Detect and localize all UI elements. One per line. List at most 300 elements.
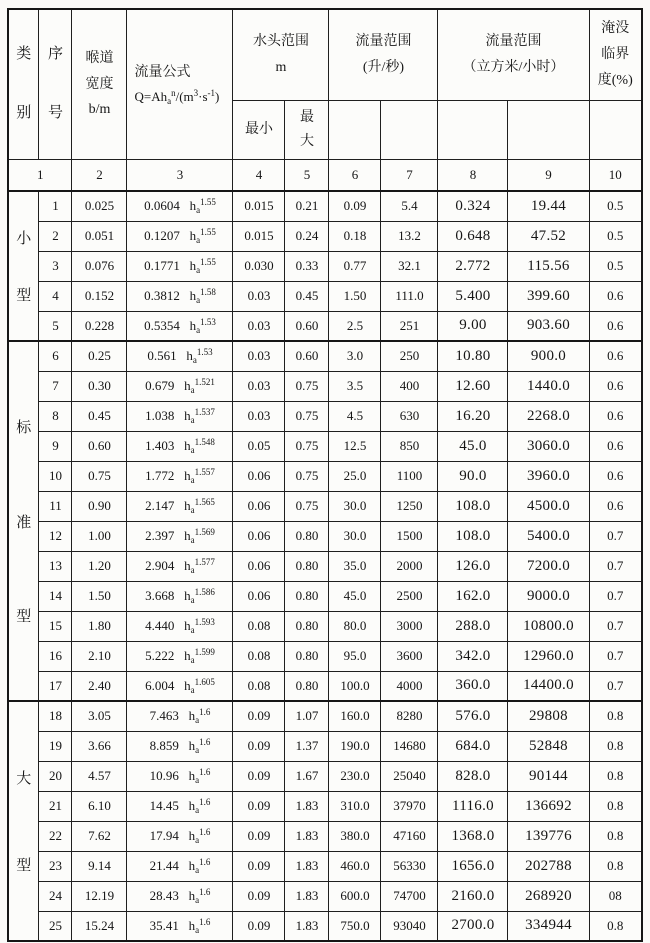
flume-spec-table: [7, 8, 643, 942]
cell-throat-width-row17: 2.40: [72, 671, 127, 701]
cell-serial-row6: 6: [39, 341, 72, 371]
table-row-21: [8, 791, 642, 821]
column-index-3: 3: [127, 160, 233, 192]
header-flow-range-ls-unit: (升/秒): [362, 60, 405, 75]
cell-submergence-row20: 0.8: [589, 761, 642, 791]
cell-throat-width-row7: 0.30: [72, 371, 127, 401]
cell-formula-row19: 8.859 $h_a^{1.6}$: [127, 731, 233, 761]
cell-flow-ls-max-row2: 13.2: [381, 221, 438, 251]
cell-serial-row18: 18: [39, 701, 72, 731]
cell-flow-m3h-max-row20: 90144: [508, 761, 589, 791]
cell-formula-row9: 1.403 $h_a^{1.548}$: [127, 431, 233, 461]
cell-flow-ls-min-row7: 3.5: [329, 371, 381, 401]
cell-submergence-row4: 0.6: [589, 281, 642, 311]
cell-formula-row20: 10.96 $h_a^{1.6}$: [127, 761, 233, 791]
header-flow-range-ls: [329, 9, 438, 101]
cell-flow-m3h-max-row9: 3060.0: [508, 431, 589, 461]
cell-head-max-row21: 1.83: [285, 791, 329, 821]
cell-head-max-row22: 1.83: [285, 821, 329, 851]
header-head-range: [233, 9, 329, 101]
table-row-17: [8, 671, 642, 701]
category-char: 型: [16, 857, 32, 874]
table-row-22: [8, 821, 642, 851]
flow-formula-expression: $Q=Ah_a^n/(m^3\cdot s^{-1})$: [134, 88, 220, 107]
cell-formula-row1: 0.0604 $h_a^{1.55}$: [127, 191, 233, 221]
column-index-8: 8: [438, 160, 508, 192]
cell-throat-width-row23: 9.14: [72, 851, 127, 881]
category-cell-large: [8, 701, 39, 941]
cell-submergence-row17: 0.7: [589, 671, 642, 701]
cell-head-min-row19: 0.09: [233, 731, 285, 761]
cell-submergence-row3: 0.5: [589, 251, 642, 281]
cell-flow-m3h-min-row24: 2160.0: [438, 881, 508, 911]
cell-head-max-row16: 0.80: [285, 641, 329, 671]
cell-flow-m3h-min-row14: 162.0: [438, 581, 508, 611]
header-throat-width: 喉道 宽度 b/m: [72, 9, 127, 160]
category-char: 标: [16, 419, 32, 436]
table-row-20: [8, 761, 642, 791]
cell-flow-m3h-min-row3: 2.772: [438, 251, 508, 281]
subheader-empty-m3h-max: [508, 101, 589, 160]
cell-flow-m3h-max-row14: 9000.0: [508, 581, 589, 611]
column-index-2: 2: [72, 160, 127, 192]
table-row-19: [8, 731, 642, 761]
cell-submergence-row22: 0.8: [589, 821, 642, 851]
cell-flow-ls-min-row16: 95.0: [329, 641, 381, 671]
cell-flow-m3h-max-row15: 10800.0: [508, 611, 589, 641]
table-row-3: [8, 251, 642, 281]
cell-submergence-row9: 0.6: [589, 431, 642, 461]
column-index-4: 4: [233, 160, 285, 192]
cell-head-max-row6: 0.60: [285, 341, 329, 371]
cell-throat-width-row21: 6.10: [72, 791, 127, 821]
cell-submergence-row12: 0.7: [589, 521, 642, 551]
cell-head-min-row1: 0.015: [233, 191, 285, 221]
cell-flow-m3h-min-row7: 12.60: [438, 371, 508, 401]
cell-flow-m3h-max-row25: 334944: [508, 911, 589, 941]
cell-serial-row7: 7: [39, 371, 72, 401]
cell-serial-row2: 2: [39, 221, 72, 251]
cell-head-min-row13: 0.06: [233, 551, 285, 581]
header-head-range-title: 水头范围: [252, 34, 309, 50]
cell-flow-m3h-min-row5: 9.00: [438, 311, 508, 341]
cell-flow-m3h-max-row7: 1440.0: [508, 371, 589, 401]
cell-formula-row22: 17.94 $h_a^{1.6}$: [127, 821, 233, 851]
cell-submergence-row23: 0.8: [589, 851, 642, 881]
category-char: 准: [16, 514, 32, 531]
category-label: [9, 342, 39, 700]
cell-submergence-row13: 0.7: [589, 551, 642, 581]
cell-flow-ls-min-row1: 0.09: [329, 191, 381, 221]
cell-serial-row4: 4: [39, 281, 72, 311]
header-flow-range-ls-title: 流量范围: [355, 34, 412, 50]
cell-flow-m3h-min-row19: 684.0: [438, 731, 508, 761]
cell-flow-ls-min-row10: 25.0: [329, 461, 381, 491]
cell-throat-width-row1: 0.025: [72, 191, 127, 221]
cell-head-max-row20: 1.67: [285, 761, 329, 791]
cell-flow-m3h-max-row6: 900.0: [508, 341, 589, 371]
cell-flow-ls-max-row8: 630: [381, 401, 438, 431]
cell-head-max-row10: 0.75: [285, 461, 329, 491]
cell-throat-width-row8: 0.45: [72, 401, 127, 431]
cell-head-min-row23: 0.09: [233, 851, 285, 881]
cell-throat-width-row4: 0.152: [72, 281, 127, 311]
cell-flow-ls-max-row5: 251: [381, 311, 438, 341]
cell-head-max-row19: 1.37: [285, 731, 329, 761]
category-cell-standard: [8, 341, 39, 701]
cell-flow-m3h-max-row8: 2268.0: [508, 401, 589, 431]
cell-serial-row15: 15: [39, 611, 72, 641]
cell-flow-ls-max-row19: 14680: [381, 731, 438, 761]
cell-serial-row23: 23: [39, 851, 72, 881]
table-row-15: [8, 611, 642, 641]
subheader-head-min: 最小: [233, 101, 285, 160]
cell-flow-ls-min-row11: 30.0: [329, 491, 381, 521]
cell-throat-width-row19: 3.66: [72, 731, 127, 761]
cell-formula-row7: 0.679 $h_a^{1.521}$: [127, 371, 233, 401]
cell-head-min-row21: 0.09: [233, 791, 285, 821]
cell-formula-row8: 1.038 $h_a^{1.537}$: [127, 401, 233, 431]
cell-formula-row15: 4.440 $h_a^{1.593}$: [127, 611, 233, 641]
cell-flow-ls-max-row16: 3600: [381, 641, 438, 671]
cell-submergence-row1: 0.5: [589, 191, 642, 221]
cell-serial-row14: 14: [39, 581, 72, 611]
cell-throat-width-row25: 15.24: [72, 911, 127, 941]
cell-head-min-row11: 0.06: [233, 491, 285, 521]
header-flow-range-m3h-title: 流量范围: [485, 34, 542, 50]
cell-throat-width-row10: 0.75: [72, 461, 127, 491]
cell-formula-row11: 2.147 $h_a^{1.565}$: [127, 491, 233, 521]
cell-head-max-row17: 0.80: [285, 671, 329, 701]
cell-head-max-row8: 0.75: [285, 401, 329, 431]
header-flow-range-m3h-unit: （立方米/小时）: [462, 60, 565, 75]
cell-flow-m3h-min-row2: 0.648: [438, 221, 508, 251]
cell-formula-row6: 0.561 $h_a^{1.53}$: [127, 341, 233, 371]
cell-throat-width-row14: 1.50: [72, 581, 127, 611]
cell-head-max-row23: 1.83: [285, 851, 329, 881]
cell-submergence-row15: 0.7: [589, 611, 642, 641]
cell-formula-row12: 2.397 $h_a^{1.569}$: [127, 521, 233, 551]
subheader-empty-submergence: [589, 101, 642, 160]
cell-flow-ls-min-row8: 4.5: [329, 401, 381, 431]
table-row-4: [8, 281, 642, 311]
cell-head-max-row12: 0.80: [285, 521, 329, 551]
cell-flow-m3h-max-row22: 139776: [508, 821, 589, 851]
cell-flow-ls-max-row15: 3000: [381, 611, 438, 641]
cell-flow-ls-max-row12: 1500: [381, 521, 438, 551]
category-cell-small: [8, 191, 39, 341]
cell-flow-m3h-min-row11: 108.0: [438, 491, 508, 521]
cell-head-min-row20: 0.09: [233, 761, 285, 791]
cell-flow-ls-min-row22: 380.0: [329, 821, 381, 851]
header-submergence: 淹没 临界 度(%): [589, 9, 642, 101]
table-row-5: [8, 311, 642, 341]
cell-formula-row13: 2.904 $h_a^{1.577}$: [127, 551, 233, 581]
cell-head-max-row24: 1.83: [285, 881, 329, 911]
cell-formula-row10: 1.772 $h_a^{1.557}$: [127, 461, 233, 491]
cell-flow-ls-min-row18: 160.0: [329, 701, 381, 731]
cell-serial-row13: 13: [39, 551, 72, 581]
cell-serial-row25: 25: [39, 911, 72, 941]
table-row-14: [8, 581, 642, 611]
cell-flow-ls-min-row9: 12.5: [329, 431, 381, 461]
cell-head-min-row10: 0.06: [233, 461, 285, 491]
cell-flow-ls-max-row22: 47160: [381, 821, 438, 851]
cell-flow-ls-min-row23: 460.0: [329, 851, 381, 881]
cell-flow-ls-min-row2: 0.18: [329, 221, 381, 251]
cell-formula-row16: 5.222 $h_a^{1.599}$: [127, 641, 233, 671]
cell-submergence-row2: 0.5: [589, 221, 642, 251]
cell-throat-width-row9: 0.60: [72, 431, 127, 461]
cell-flow-m3h-max-row10: 3960.0: [508, 461, 589, 491]
cell-flow-m3h-min-row12: 108.0: [438, 521, 508, 551]
cell-flow-ls-min-row13: 35.0: [329, 551, 381, 581]
cell-head-max-row14: 0.80: [285, 581, 329, 611]
cell-flow-ls-max-row11: 1250: [381, 491, 438, 521]
cell-flow-ls-max-row23: 56330: [381, 851, 438, 881]
cell-flow-m3h-max-row24: 268920: [508, 881, 589, 911]
cell-head-min-row6: 0.03: [233, 341, 285, 371]
cell-serial-row10: 10: [39, 461, 72, 491]
cell-flow-ls-min-row14: 45.0: [329, 581, 381, 611]
cell-flow-ls-max-row10: 1100: [381, 461, 438, 491]
cell-formula-row25: 35.41 $h_a^{1.6}$: [127, 911, 233, 941]
cell-head-max-row4: 0.45: [285, 281, 329, 311]
cell-submergence-row6: 0.6: [589, 341, 642, 371]
cell-flow-m3h-min-row15: 288.0: [438, 611, 508, 641]
subheader-empty-ls-max: [381, 101, 438, 160]
table-row-11: [8, 491, 642, 521]
cell-serial-row17: 17: [39, 671, 72, 701]
cell-head-max-row2: 0.24: [285, 221, 329, 251]
cell-flow-m3h-min-row25: 2700.0: [438, 911, 508, 941]
cell-head-min-row9: 0.05: [233, 431, 285, 461]
cell-head-min-row5: 0.03: [233, 311, 285, 341]
table-row-25: [8, 911, 642, 941]
subheader-empty-m3h-min: [438, 101, 508, 160]
table-row-9: [8, 431, 642, 461]
cell-head-min-row18: 0.09: [233, 701, 285, 731]
cell-flow-ls-min-row25: 750.0: [329, 911, 381, 941]
cell-throat-width-row11: 0.90: [72, 491, 127, 521]
cell-flow-m3h-max-row1: 19.44: [508, 191, 589, 221]
cell-flow-m3h-max-row12: 5400.0: [508, 521, 589, 551]
cell-head-max-row18: 1.07: [285, 701, 329, 731]
table-row-24: [8, 881, 642, 911]
cell-flow-ls-min-row12: 30.0: [329, 521, 381, 551]
cell-throat-width-row6: 0.25: [72, 341, 127, 371]
cell-flow-ls-max-row24: 74700: [381, 881, 438, 911]
cell-flow-ls-min-row15: 80.0: [329, 611, 381, 641]
cell-throat-width-row13: 1.20: [72, 551, 127, 581]
header-serial-text: [39, 11, 71, 159]
cell-head-min-row4: 0.03: [233, 281, 285, 311]
cell-formula-row24: 28.43 $h_a^{1.6}$: [127, 881, 233, 911]
cell-head-min-row16: 0.08: [233, 641, 285, 671]
cell-flow-ls-max-row3: 32.1: [381, 251, 438, 281]
cell-head-max-row15: 0.80: [285, 611, 329, 641]
cell-head-max-row25: 1.83: [285, 911, 329, 941]
cell-flow-m3h-min-row13: 126.0: [438, 551, 508, 581]
cell-flow-ls-min-row24: 600.0: [329, 881, 381, 911]
cell-flow-m3h-max-row4: 399.60: [508, 281, 589, 311]
cell-throat-width-row3: 0.076: [72, 251, 127, 281]
cell-head-max-row7: 0.75: [285, 371, 329, 401]
cell-formula-row14: 3.668 $h_a^{1.586}$: [127, 581, 233, 611]
cell-submergence-row11: 0.6: [589, 491, 642, 521]
column-index-5: 5: [285, 160, 329, 192]
cell-flow-m3h-min-row18: 576.0: [438, 701, 508, 731]
cell-flow-ls-max-row20: 25040: [381, 761, 438, 791]
cell-submergence-row10: 0.6: [589, 461, 642, 491]
cell-formula-row4: 0.3812 $h_a^{1.58}$: [127, 281, 233, 311]
category-label: [9, 192, 39, 340]
table-row-6: [8, 341, 642, 371]
cell-head-min-row12: 0.06: [233, 521, 285, 551]
cell-throat-width-row18: 3.05: [72, 701, 127, 731]
cell-flow-m3h-max-row3: 115.56: [508, 251, 589, 281]
table-body: [8, 191, 642, 941]
cell-flow-m3h-max-row19: 52848: [508, 731, 589, 761]
cell-flow-ls-max-row21: 37970: [381, 791, 438, 821]
cell-flow-m3h-min-row6: 10.80: [438, 341, 508, 371]
cell-head-min-row2: 0.015: [233, 221, 285, 251]
cell-formula-row3: 0.1771 $h_a^{1.55}$: [127, 251, 233, 281]
column-index-10: 10: [589, 160, 642, 192]
cell-flow-m3h-max-row13: 7200.0: [508, 551, 589, 581]
header-category-char-2: 别: [16, 104, 32, 121]
header-category: [8, 9, 39, 160]
cell-flow-m3h-min-row10: 90.0: [438, 461, 508, 491]
cell-throat-width-row20: 4.57: [72, 761, 127, 791]
header-row-top: [8, 9, 642, 101]
table-row-7: [8, 371, 642, 401]
cell-throat-width-row15: 1.80: [72, 611, 127, 641]
cell-flow-m3h-max-row23: 202788: [508, 851, 589, 881]
table-row-13: [8, 551, 642, 581]
cell-serial-row3: 3: [39, 251, 72, 281]
cell-flow-m3h-max-row17: 14400.0: [508, 671, 589, 701]
subheader-head-max: 最 大: [285, 101, 329, 160]
cell-formula-row2: 0.1207 $h_a^{1.55}$: [127, 221, 233, 251]
cell-flow-m3h-min-row9: 45.0: [438, 431, 508, 461]
cell-flow-m3h-min-row1: 0.324: [438, 191, 508, 221]
table-row-18: [8, 701, 642, 731]
cell-head-min-row22: 0.09: [233, 821, 285, 851]
cell-flow-ls-max-row14: 2500: [381, 581, 438, 611]
category-char: 小: [16, 231, 32, 248]
column-index-row: [8, 160, 642, 192]
category-char: 大: [16, 771, 32, 788]
cell-throat-width-row16: 2.10: [72, 641, 127, 671]
table-row-23: [8, 851, 642, 881]
table-row-12: [8, 521, 642, 551]
cell-serial-row16: 16: [39, 641, 72, 671]
table-row-1: [8, 191, 642, 221]
table-row-10: [8, 461, 642, 491]
table-row-8: [8, 401, 642, 431]
cell-flow-ls-min-row5: 2.5: [329, 311, 381, 341]
cell-serial-row5: 5: [39, 311, 72, 341]
cell-submergence-row5: 0.6: [589, 311, 642, 341]
cell-serial-row12: 12: [39, 521, 72, 551]
cell-head-min-row14: 0.06: [233, 581, 285, 611]
category-char: 型: [16, 287, 32, 304]
cell-flow-m3h-min-row22: 1368.0: [438, 821, 508, 851]
cell-flow-m3h-max-row11: 4500.0: [508, 491, 589, 521]
cell-throat-width-row24: 12.19: [72, 881, 127, 911]
cell-flow-ls-max-row1: 5.4: [381, 191, 438, 221]
cell-flow-ls-max-row7: 400: [381, 371, 438, 401]
category-label: [9, 702, 39, 940]
cell-flow-ls-min-row20: 230.0: [329, 761, 381, 791]
cell-head-max-row1: 0.21: [285, 191, 329, 221]
cell-flow-m3h-min-row23: 1656.0: [438, 851, 508, 881]
cell-throat-width-row5: 0.228: [72, 311, 127, 341]
header-flow-range-m3h: [438, 9, 589, 101]
cell-submergence-row21: 0.8: [589, 791, 642, 821]
cell-formula-row23: 21.44 $h_a^{1.6}$: [127, 851, 233, 881]
cell-head-max-row13: 0.80: [285, 551, 329, 581]
cell-serial-row20: 20: [39, 761, 72, 791]
column-index-9: 9: [508, 160, 589, 192]
cell-flow-m3h-min-row8: 16.20: [438, 401, 508, 431]
cell-serial-row22: 22: [39, 821, 72, 851]
cell-head-min-row25: 0.09: [233, 911, 285, 941]
column-index-6: 6: [329, 160, 381, 192]
cell-formula-row18: 7.463 $h_a^{1.6}$: [127, 701, 233, 731]
cell-flow-m3h-min-row4: 5.400: [438, 281, 508, 311]
cell-head-min-row7: 0.03: [233, 371, 285, 401]
cell-flow-ls-max-row25: 93040: [381, 911, 438, 941]
cell-formula-row17: 6.004 $h_a^{1.605}$: [127, 671, 233, 701]
cell-flow-m3h-min-row20: 828.0: [438, 761, 508, 791]
header-category-text: [9, 11, 39, 159]
table-row-2: [8, 221, 642, 251]
header-serial-char-1: 序: [47, 46, 63, 63]
cell-throat-width-row2: 0.051: [72, 221, 127, 251]
cell-head-max-row11: 0.75: [285, 491, 329, 521]
cell-head-min-row3: 0.030: [233, 251, 285, 281]
column-index-7: 7: [381, 160, 438, 192]
cell-submergence-row14: 0.7: [589, 581, 642, 611]
cell-flow-m3h-max-row21: 136692: [508, 791, 589, 821]
header-category-char-1: 类: [16, 46, 32, 63]
cell-flow-m3h-max-row2: 47.52: [508, 221, 589, 251]
cell-head-min-row17: 0.08: [233, 671, 285, 701]
cell-flow-ls-min-row6: 3.0: [329, 341, 381, 371]
cell-flow-ls-max-row13: 2000: [381, 551, 438, 581]
cell-head-max-row5: 0.60: [285, 311, 329, 341]
cell-submergence-row25: 0.8: [589, 911, 642, 941]
cell-submergence-row8: 0.6: [589, 401, 642, 431]
cell-throat-width-row12: 1.00: [72, 521, 127, 551]
cell-flow-ls-min-row3: 0.77: [329, 251, 381, 281]
cell-serial-row1: 1: [39, 191, 72, 221]
cell-formula-row5: 0.5354 $h_a^{1.53}$: [127, 311, 233, 341]
cell-head-min-row24: 0.09: [233, 881, 285, 911]
table-row-16: [8, 641, 642, 671]
cell-serial-row24: 24: [39, 881, 72, 911]
cell-serial-row8: 8: [39, 401, 72, 431]
cell-head-min-row15: 0.08: [233, 611, 285, 641]
header-flow-formula: [127, 9, 233, 160]
cell-submergence-row18: 0.8: [589, 701, 642, 731]
cell-flow-m3h-min-row16: 342.0: [438, 641, 508, 671]
cell-head-min-row8: 0.03: [233, 401, 285, 431]
cell-flow-ls-max-row17: 4000: [381, 671, 438, 701]
cell-submergence-row19: 0.8: [589, 731, 642, 761]
